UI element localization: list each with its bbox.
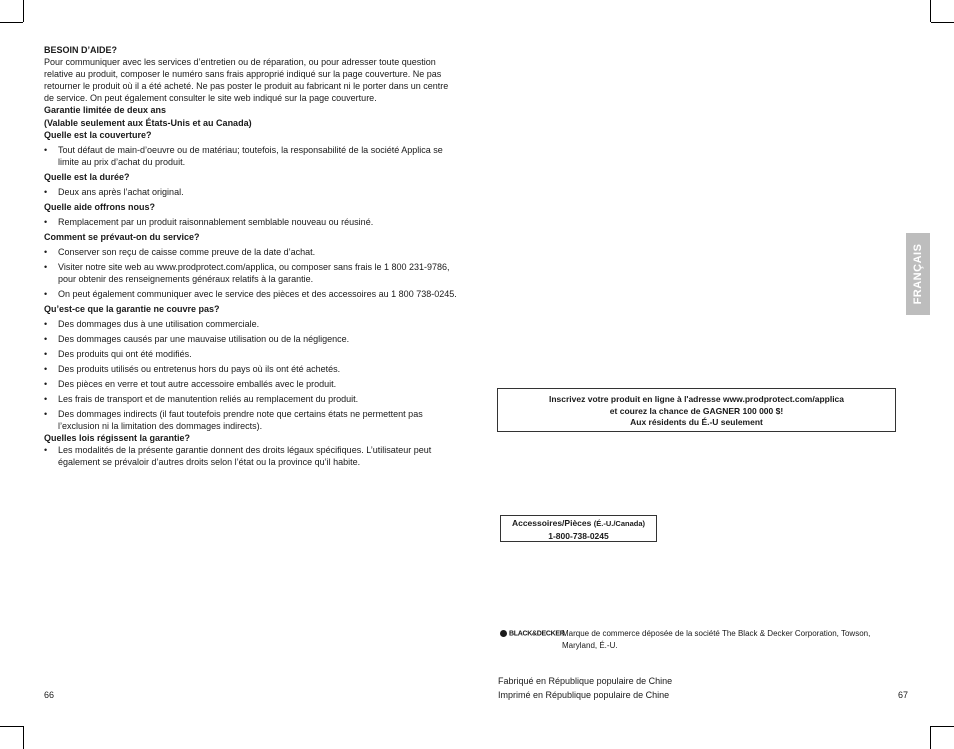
trademark-notice: Marque de commerce déposée de la société The Black & Decker Corporation, Towson, Maryland, É.-U. — [562, 629, 871, 650]
crop-mark — [23, 0, 24, 22]
question-heading: Quelle est la durée? — [44, 172, 130, 182]
crop-mark — [931, 726, 954, 727]
left-page-content — [44, 44, 458, 471]
question-heading: Quelle est la couverture? — [44, 130, 152, 140]
logo-icon — [500, 630, 507, 637]
accessories-phone: 1-800-738-0245 — [548, 531, 609, 541]
question-heading: Comment se prévaut-on du service? — [44, 232, 200, 242]
list-item: • Visiter notre site web au www.prodprotect.com/applica, ou composer sans frais le 1 800 231-9786, pour obtenir des renseignements généraux relatifs à la garantie. — [44, 261, 458, 285]
question-heading: Qu’est-ce que la garantie ne couvre pas? — [44, 304, 220, 314]
list-item: • On peut également communiquer avec le service des pièces et des accessoires au 1 800 738-0245. — [44, 288, 458, 300]
brand-logo — [500, 630, 565, 637]
logo-text: BLACK&DECKER — [509, 630, 565, 638]
origin-info — [498, 675, 672, 702]
crop-mark — [931, 22, 954, 23]
registration-line: Inscrivez votre produit en ligne à l'adresse www.prodprotect.com/applica — [548, 394, 845, 404]
list-item: • Des dommages causés par une mauvaise utilisation ou de la négligence. — [44, 333, 458, 345]
language-tab — [906, 233, 930, 315]
warranty-scope: (Valable seulement aux États-Unis et au Canada) — [44, 118, 252, 128]
crop-mark — [0, 22, 23, 23]
list-item: • Des produits qui ont été modifiés. — [44, 348, 458, 360]
printed-in: Imprimé en République populaire de Chine — [498, 689, 670, 700]
page-number-right: 67 — [898, 690, 909, 700]
accessories-box — [500, 515, 657, 542]
language-tab-label: FRANÇAIS — [912, 243, 924, 305]
list-item: • Des produits utilisés ou entretenus hors du pays où ils ont été achetés. — [44, 363, 458, 375]
warranty-title: Garantie limitée de deux ans — [44, 105, 167, 115]
list-item: • Deux ans après l’achat original. — [44, 186, 458, 198]
list-item: • Des dommages indirects (il faut toutefois prendre note que certains états ne permettent pas l’exclusion ni la limitation des dommages indirects). — [44, 408, 458, 432]
registration-line: et courez la chance de GAGNER 100 000 $! — [609, 405, 784, 416]
answer-list — [44, 186, 458, 198]
list-item: • Les frais de transport et de manutention reliés au remplacement du produit. — [44, 393, 458, 405]
list-item: • Tout défaut de main-d’oeuvre ou de matériau; toutefois, la responsabilité de la société Applica se limite au prix d’achat du produit. — [44, 144, 458, 168]
question-heading: Quelles lois régissent la garantie? — [44, 433, 191, 443]
accessories-region: (É.-U./Canada) — [593, 519, 646, 528]
list-item: • Des dommages dus à une utilisation commerciale. — [44, 318, 458, 330]
intro-paragraph: Pour communiquer avec les services d’entretien ou de réparation, ou pour adresser toute question relative au produit, composer le numéro sans frais approprié indiqué sur la page couverture. Ne pas retourner le produit où il a été acheté. Ne pas poster le produit au fabricant ni le porter dans un centre de service. On peut également consulter le site web indiqué sur la page couverture. — [44, 57, 449, 103]
crop-mark — [930, 726, 931, 749]
list-item: • Conserver son reçu de caisse comme preuve de la date d’achat. — [44, 246, 458, 258]
page-number-left: 66 — [44, 690, 55, 700]
crop-mark — [930, 0, 931, 22]
answer-list — [44, 216, 458, 228]
list-item: • Remplacement par un produit raisonnablement semblable nouveau ou réusiné. — [44, 216, 458, 228]
question-heading: Quelle aide offrons nous? — [44, 202, 156, 212]
crop-mark — [23, 726, 24, 749]
answer-list — [44, 144, 458, 168]
crop-mark — [0, 726, 23, 727]
answer-list — [44, 246, 458, 300]
answer-list — [44, 444, 458, 468]
accessories-label: Accessoires/Pièces — [511, 518, 592, 528]
list-item: • Les modalités de la présente garantie donnent des droits légaux spécifiques. L’utilisateur peut également se prévaloir d’autres droits selon l’état ou la province qu’il habite. — [44, 444, 458, 468]
made-in: Fabriqué en République populaire de Chine — [498, 676, 673, 686]
registration-box — [497, 388, 896, 432]
registration-line: Aux résidents du É.-U seulement — [630, 417, 763, 427]
section-heading: BESOIN D’AIDE? — [44, 45, 118, 55]
list-item: • Des pièces en verre et tout autre accessoire emballés avec le produit. — [44, 378, 458, 390]
answer-list — [44, 318, 458, 432]
